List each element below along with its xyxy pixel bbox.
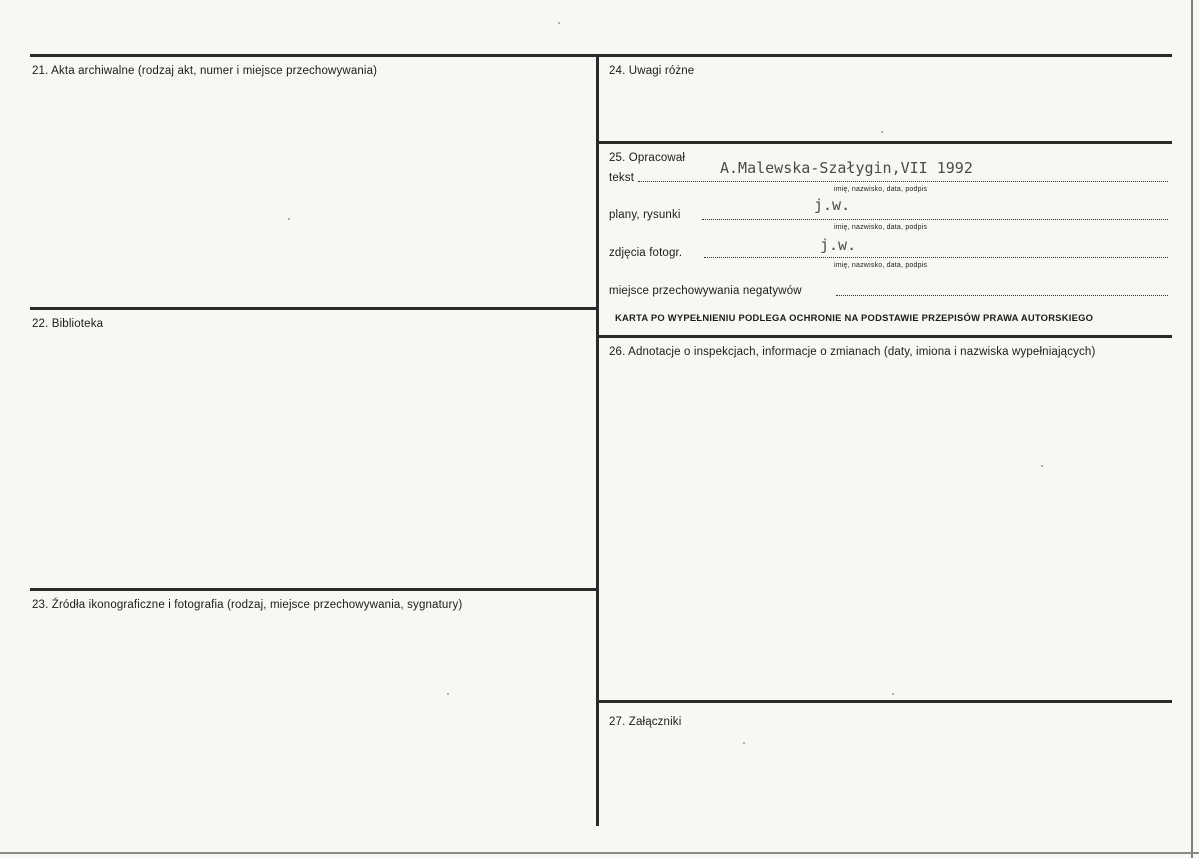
copyright-notice: KARTA PO WYPEŁNIENIU PODLEGA OCHRONIE NA PODSTAWIE PRZEPISÓW PRAWA AUTORSKIEGO — [615, 312, 1094, 323]
paper-speck — [881, 131, 883, 133]
plany-value: j.w. — [814, 196, 851, 214]
divider-25-26 — [596, 335, 1172, 338]
section-24-label: 24. Uwagi różne — [609, 65, 695, 77]
paper-speck — [558, 22, 560, 24]
zdjecia-value: j.w. — [820, 236, 857, 254]
negatywy-fill-line — [836, 295, 1168, 296]
zdjecia-label: zdjęcia fotogr. — [609, 247, 683, 259]
card-edge-right — [1191, 0, 1193, 858]
plany-caption: imię, nazwisko, data, podpis — [834, 224, 928, 231]
divider-21-22 — [30, 307, 599, 310]
card-edge-bottom — [0, 852, 1199, 854]
paper-speck — [743, 742, 745, 744]
center-divider — [596, 54, 599, 826]
plany-fill-line — [702, 219, 1168, 220]
section-25-label: 25. Opracował — [609, 152, 686, 164]
tekst-fill-line — [638, 181, 1168, 182]
section-23-label: 23. Źródła ikonograficzne i fotografia (rodzaj, miejsce przechowywania, sygnatury) — [32, 599, 463, 611]
paper-speck — [1041, 465, 1043, 467]
top-rule — [30, 54, 1172, 57]
section-26-label: 26. Adnotacje o inspekcjach, informacje o zmianach (daty, imiona i nazwiska wypełniających) — [609, 346, 1096, 358]
zdjecia-fill-line — [704, 257, 1168, 258]
tekst-caption: imię, nazwisko, data, podpis — [834, 186, 928, 193]
paper-speck — [892, 693, 894, 695]
tekst-label: tekst — [609, 172, 635, 184]
divider-22-23 — [30, 588, 599, 591]
section-22-label: 22. Biblioteka — [32, 318, 104, 330]
zdjecia-caption: imię, nazwisko, data, podpis — [834, 262, 928, 269]
plany-label: plany, rysunki — [609, 209, 681, 221]
paper-speck — [447, 693, 449, 695]
divider-24-25 — [596, 141, 1172, 144]
tekst-value: A.Malewska-Szałygin,VII 1992 — [720, 159, 973, 177]
negatywy-label: miejsce przechowywania negatywów — [609, 285, 802, 297]
section-21-label: 21. Akta archiwalne (rodzaj akt, numer i miejsce przechowywania) — [32, 65, 378, 77]
section-27-label: 27. Załączniki — [609, 716, 682, 728]
divider-26-27 — [596, 700, 1172, 703]
paper-speck — [288, 218, 290, 220]
